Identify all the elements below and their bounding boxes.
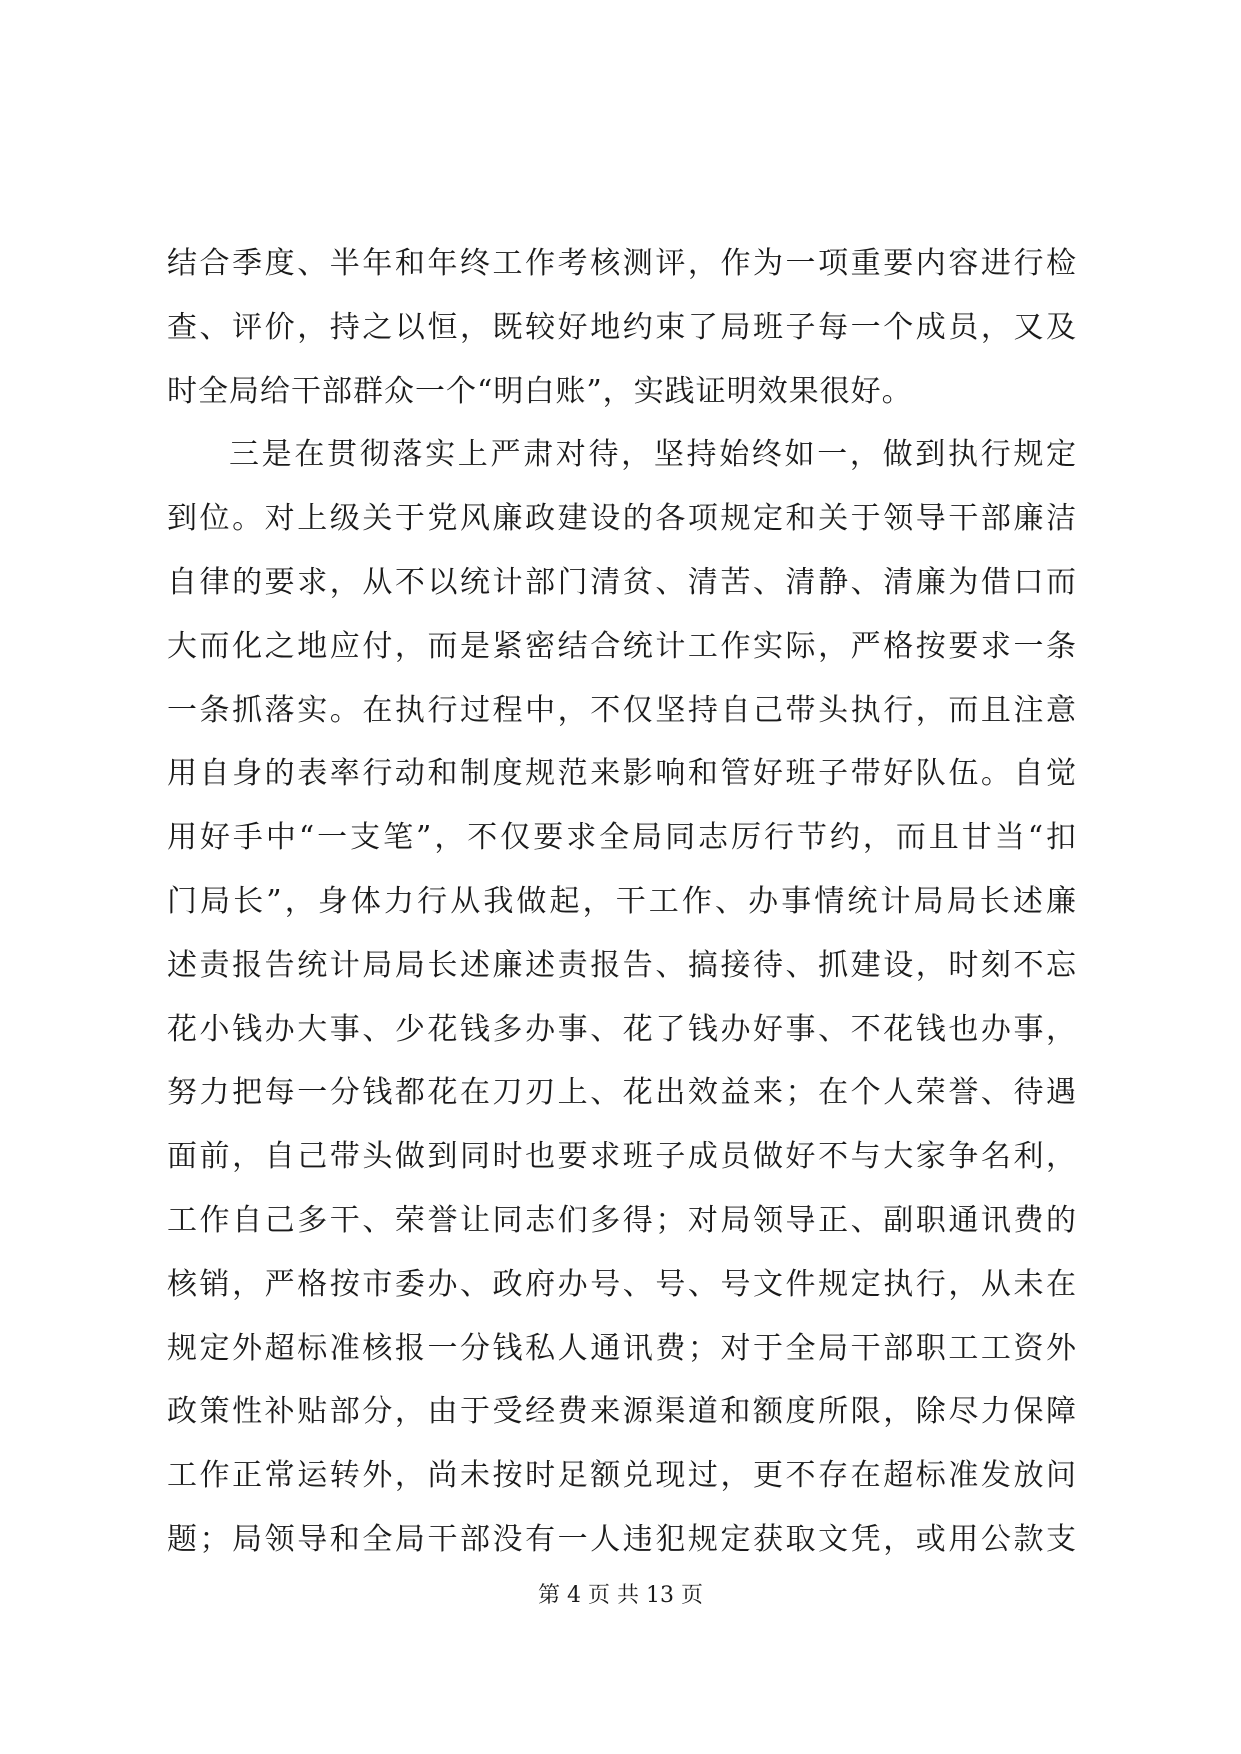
text-line: 政策性补贴部分，由于受经费来源渠道和额度所限，除尽力保障 [167,1394,1077,1430]
text-line: 用好手中“一支笔”，不仅要求全局同志厉行节约，而且甘当“扣 [167,820,1077,856]
text-line: 门局长”，身体力行从我做起，干工作、办事情统计局局长述廉 [167,883,1077,919]
text-line: 花小钱办大事、少花钱多办事、花了钱办好事、不花钱也办事， [167,1011,1077,1047]
text-line: 自律的要求，从不以统计部门清贫、清苦、清静、清廉为借口而 [167,564,1077,600]
text-line: 面前，自己带头做到同时也要求班子成员做好不与大家争名利， [167,1139,1077,1175]
body-text [167,232,1077,1572]
paragraph-start-line: 三是在贯彻落实上严肃对待，坚持始终如一，做到执行规定 [229,437,1077,473]
text-line: 核销，严格按市委办、政府办号、号、号文件规定执行，从未在 [167,1266,1077,1302]
text-line: 用自身的表率行动和制度规范来影响和管好班子带好队伍。自觉 [167,756,1077,792]
text-line: 一条抓落实。在执行过程中，不仅坚持自己带头执行，而且注意 [167,692,1077,728]
text-line: 大而化之地应付，而是紧密结合统计工作实际，严格按要求一条 [167,628,1077,664]
text-line: 规定外超标准核报一分钱私人通讯费；对于全局干部职工工资外 [167,1330,1077,1366]
text-line: 题；局领导和全局干部没有一人违犯规定获取文凭，或用公款支 [167,1521,1077,1557]
text-line: 述责报告统计局局长述廉述责报告、搞接待、抓建设，时刻不忘 [167,947,1077,983]
text-line: 到位。对上级关于党风廉政建设的各项规定和关于领导干部廉洁 [167,501,1077,537]
page-number-footer: 第 4 页 共 13 页 [538,1583,703,1608]
text-line: 结合季度、半年和年终工作考核测评，作为一项重要内容进行检 [167,246,1077,281]
text-line: 工作自己多干、荣誉让同志们多得；对局领导正、副职通讯费的 [167,1202,1077,1238]
text-line: 时全局给干部群众一个“明白账”，实践证明效果很好。 [167,373,913,409]
text-line: 查、评价，持之以恒，既较好地约束了局班子每一个成员，又及 [167,309,1077,345]
text-line: 努力把每一分钱都花在刀刃上、花出效益来；在个人荣誉、待遇 [167,1075,1077,1111]
text-line: 工作正常运转外，尚未按时足额兑现过，更不存在超标准发放问 [167,1458,1077,1494]
